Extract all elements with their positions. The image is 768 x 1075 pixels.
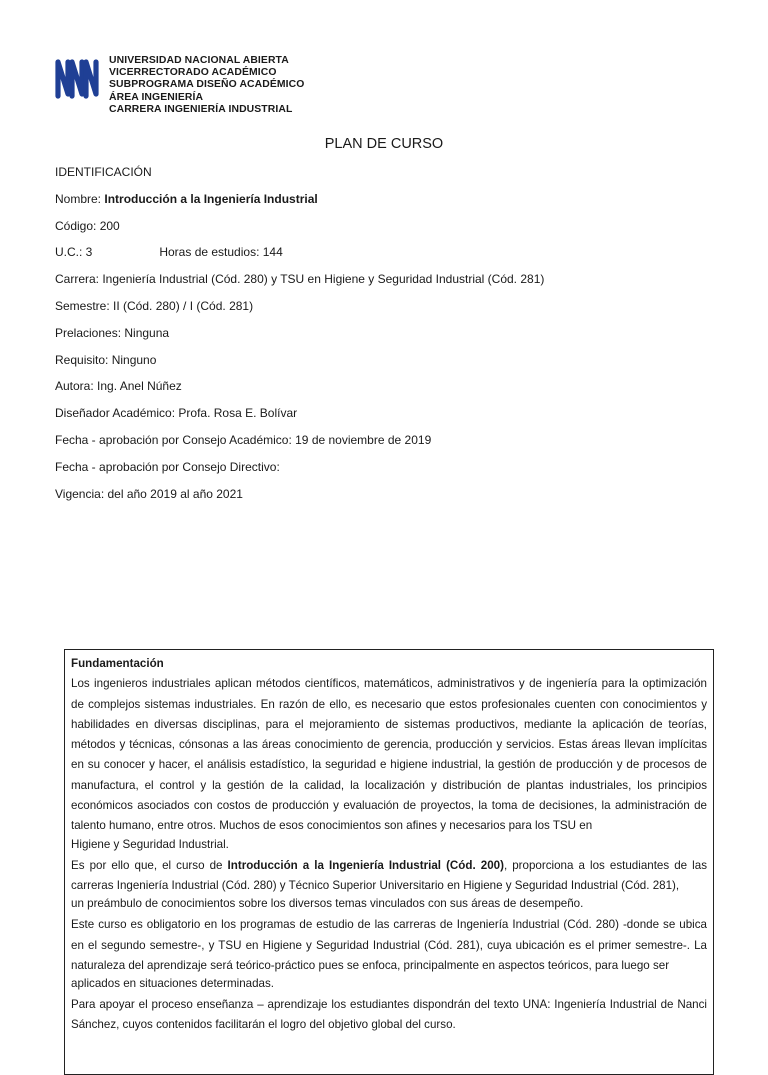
identification-section	[55, 163, 544, 511]
credit-units: U.C.: 3	[55, 245, 93, 260]
paragraph: Este curso es obligatorio en los programas de estudio de las carreras de Ingeniería Industrial (Cód. 280) -donde se ubica en el segundo semestre-, y TSU en Higiene y Seguridad Industrial (Cód. 281), cuya ubicación es el primer semestre-. La naturaleza del aprendizaje será teórico-práctico pues se enfoca, principalmente en aspectos teóricos, para luego ser	[71, 918, 707, 972]
paragraph-tail: aplicados en situaciones determinadas.	[71, 977, 275, 991]
requirement: Requisito: Ninguno	[55, 352, 157, 367]
prerequisites: Prelaciones: Ninguna	[55, 325, 170, 340]
fundamentacion-heading: Fundamentación	[71, 657, 164, 670]
institution-line: ÁREA INGENIERÍA	[109, 91, 204, 103]
una-logo	[54, 56, 100, 100]
paragraph-tail: Higiene y Seguridad Industrial.	[71, 837, 229, 851]
paragraph	[71, 856, 707, 897]
institution-line: CARRERA INGENIERÍA INDUSTRIAL	[109, 103, 293, 115]
career: Carrera: Ingeniería Industrial (Cód. 280) y TSU en Higiene y Seguridad Industrial (Cód. 281)	[55, 272, 545, 287]
institution-line: VICERRECTORADO ACADÉMICO	[109, 67, 277, 79]
institution-header	[109, 55, 304, 116]
credits-hours-row	[55, 243, 544, 270]
course-name-row	[55, 190, 544, 217]
validity: Vigencia: del año 2019 al año 2021	[55, 486, 243, 501]
semester: Semestre: II (Cód. 280) / I (Cód. 281)	[55, 298, 254, 313]
paragraph-text: Es por ello que, el curso de	[71, 858, 228, 872]
study-hours: Horas de estudios: 144	[159, 245, 283, 260]
paragraph-tail: un preámbulo de conocimientos sobre los diversos temas vinculados con sus áreas de desempeño.	[71, 897, 584, 911]
institution-line: UNIVERSIDAD NACIONAL ABIERTA	[109, 55, 289, 66]
course-name-bold: Introducción a la Ingeniería Industrial (Cód. 200)	[227, 858, 504, 872]
author: Autora: Ing. Anel Núñez	[55, 379, 182, 394]
document-title: PLAN DE CURSO	[324, 136, 444, 152]
paragraph-text: , proporciona a los estudiantes de las carreras Ingeniería Industrial (Cód. 280) y Técnico Superior Universitario en Higiene y Seguridad Industrial (Cód. 281),	[71, 858, 708, 892]
course-code: Código: 200	[55, 218, 120, 233]
institution-line: SUBPROGRAMA DISEÑO ACADÉMICO	[109, 79, 305, 91]
paragraph: Para apoyar el proceso enseñanza – aprendizaje los estudiantes dispondrán del texto UNA: Ingeniería Industrial de Nanci Sánchez, cuyos contenidos facilitarán el logro del objetivo global del curso.	[71, 998, 707, 1032]
academic-designer: Diseñador Académico: Profa. Rosa E. Bolívar	[55, 406, 298, 421]
course-name-value: Introducción a la Ingeniería Industrial	[104, 191, 318, 206]
section-label: IDENTIFICACIÓN	[55, 165, 152, 179]
directive-council-date: Fecha - aprobación por Consejo Directivo:	[55, 459, 280, 474]
course-name-label: Nombre:	[55, 191, 105, 206]
fundamentacion-box	[64, 649, 714, 1075]
paragraph: Los ingenieros industriales aplican métodos científicos, matemáticos, administrativos y de ingeniería para la optimización de complejos sistemas industriales. En razón de ello, es necesario que estos profesionales cuenten con conocimientos y habilidades en diversas disciplinas, para el mejoramiento de sistemas productivos, mediante la aplicación de teorías, métodos y técnicas, cónsonas a las áreas conocimiento de gerencia, producción y servicios. Estas áreas llevan implícitas en su conocer y hacer, el análisis estadístico, la seguridad e higiene industrial, la gestión de producción y de procesos de manufactura, el control y la gestión de la calidad, la localización y distribución de plantas industriales, los principios económicos asociados con costos de producción y evaluación de proyectos, la toma de decisiones, la administración de talento humano, entre otros. Muchos de esos conocimientos son afines y necesarios para los TSU en	[71, 677, 707, 833]
academic-council-date: Fecha - aprobación por Consejo Académico: 19 de noviembre de 2019	[55, 432, 432, 447]
